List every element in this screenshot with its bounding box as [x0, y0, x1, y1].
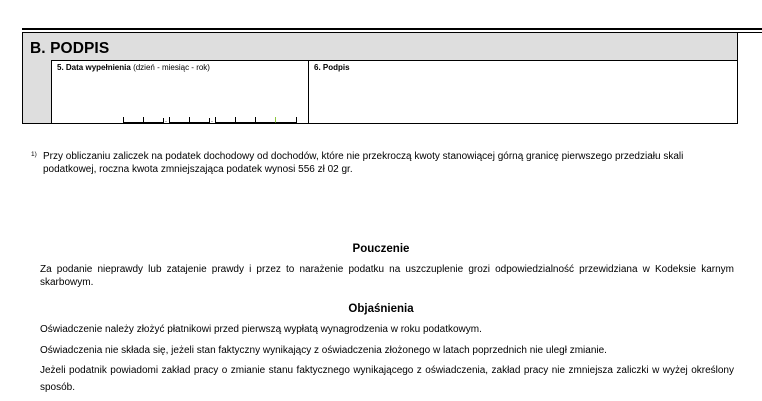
day-digit-2[interactable]: [143, 117, 164, 123]
section-title: B. PODPIS: [30, 40, 110, 57]
date-field-label: [57, 63, 210, 72]
objasnienia-paragraph-1: Oświadczenie należy złożyć płatnikowi przed pierwszą wypłatą wynagrodzenia w roku podatkowym.: [40, 324, 482, 335]
signature-row: [51, 60, 737, 123]
date-comb[interactable]: [123, 117, 297, 123]
footnote-line-2: podatkowej, roczna kwota zmniejszająca podatek wynosi 556 zł 02 gr.: [43, 164, 353, 175]
footnote-line-1: Przy obliczaniu zaliczek na podatek dochodowy od dochodów, które nie przekroczą kwoty stanowiącej górną granicę pierwszego przedziału skali: [43, 151, 684, 162]
year-digit-4[interactable]: [275, 117, 297, 123]
objasnienia-paragraph-3: Jeżeli podatnik powiadomi zakład pracy o zmianie stanu faktycznego wynikającego z oświadczenia, zakład pracy nie zmniejsza zaliczki w wyżej określony sposób.: [40, 365, 734, 393]
date-field-hint: (dzień - miesiąc - rok): [133, 63, 210, 72]
footnote: [31, 150, 734, 176]
signature-field-label: [314, 63, 350, 72]
year-digit-3[interactable]: [255, 117, 276, 123]
year-digit-1[interactable]: [215, 117, 236, 123]
date-field-title: Data wypełnienia: [65, 63, 131, 72]
footnote-marker: 1): [31, 151, 37, 158]
objasnienia-paragraph-2: Oświadczenia nie składa się, jeżeli stan faktyczny wynikający z oświadczenia złożonego w latach poprzednich nie uległ zmianie.: [40, 345, 607, 356]
month-digit-2[interactable]: [189, 117, 210, 123]
date-field-number: 5.: [57, 63, 64, 72]
signature-section: [22, 33, 738, 124]
date-separator: .: [211, 117, 213, 124]
month-digit-1[interactable]: [169, 117, 190, 123]
objasnienia-heading: Objaśnienia: [348, 303, 414, 315]
day-digit-1[interactable]: [123, 117, 144, 123]
date-field[interactable]: [52, 61, 309, 123]
signature-field[interactable]: [309, 61, 737, 123]
pouczenie-heading: Pouczenie: [352, 243, 410, 255]
date-separator: .: [165, 117, 167, 124]
signature-field-number: 6.: [314, 63, 321, 72]
pouczenie-text: Za podanie nieprawdy lub zatajenie prawdy i przez to narażenie podatku na uszczuplenie grozi odpowiedzialność przewidziana w Kodeksie karnym skarbowym.: [40, 264, 734, 288]
top-rule-thick: [22, 28, 762, 30]
signature-field-title: Podpis: [322, 63, 350, 72]
year-digit-2[interactable]: [235, 117, 256, 123]
